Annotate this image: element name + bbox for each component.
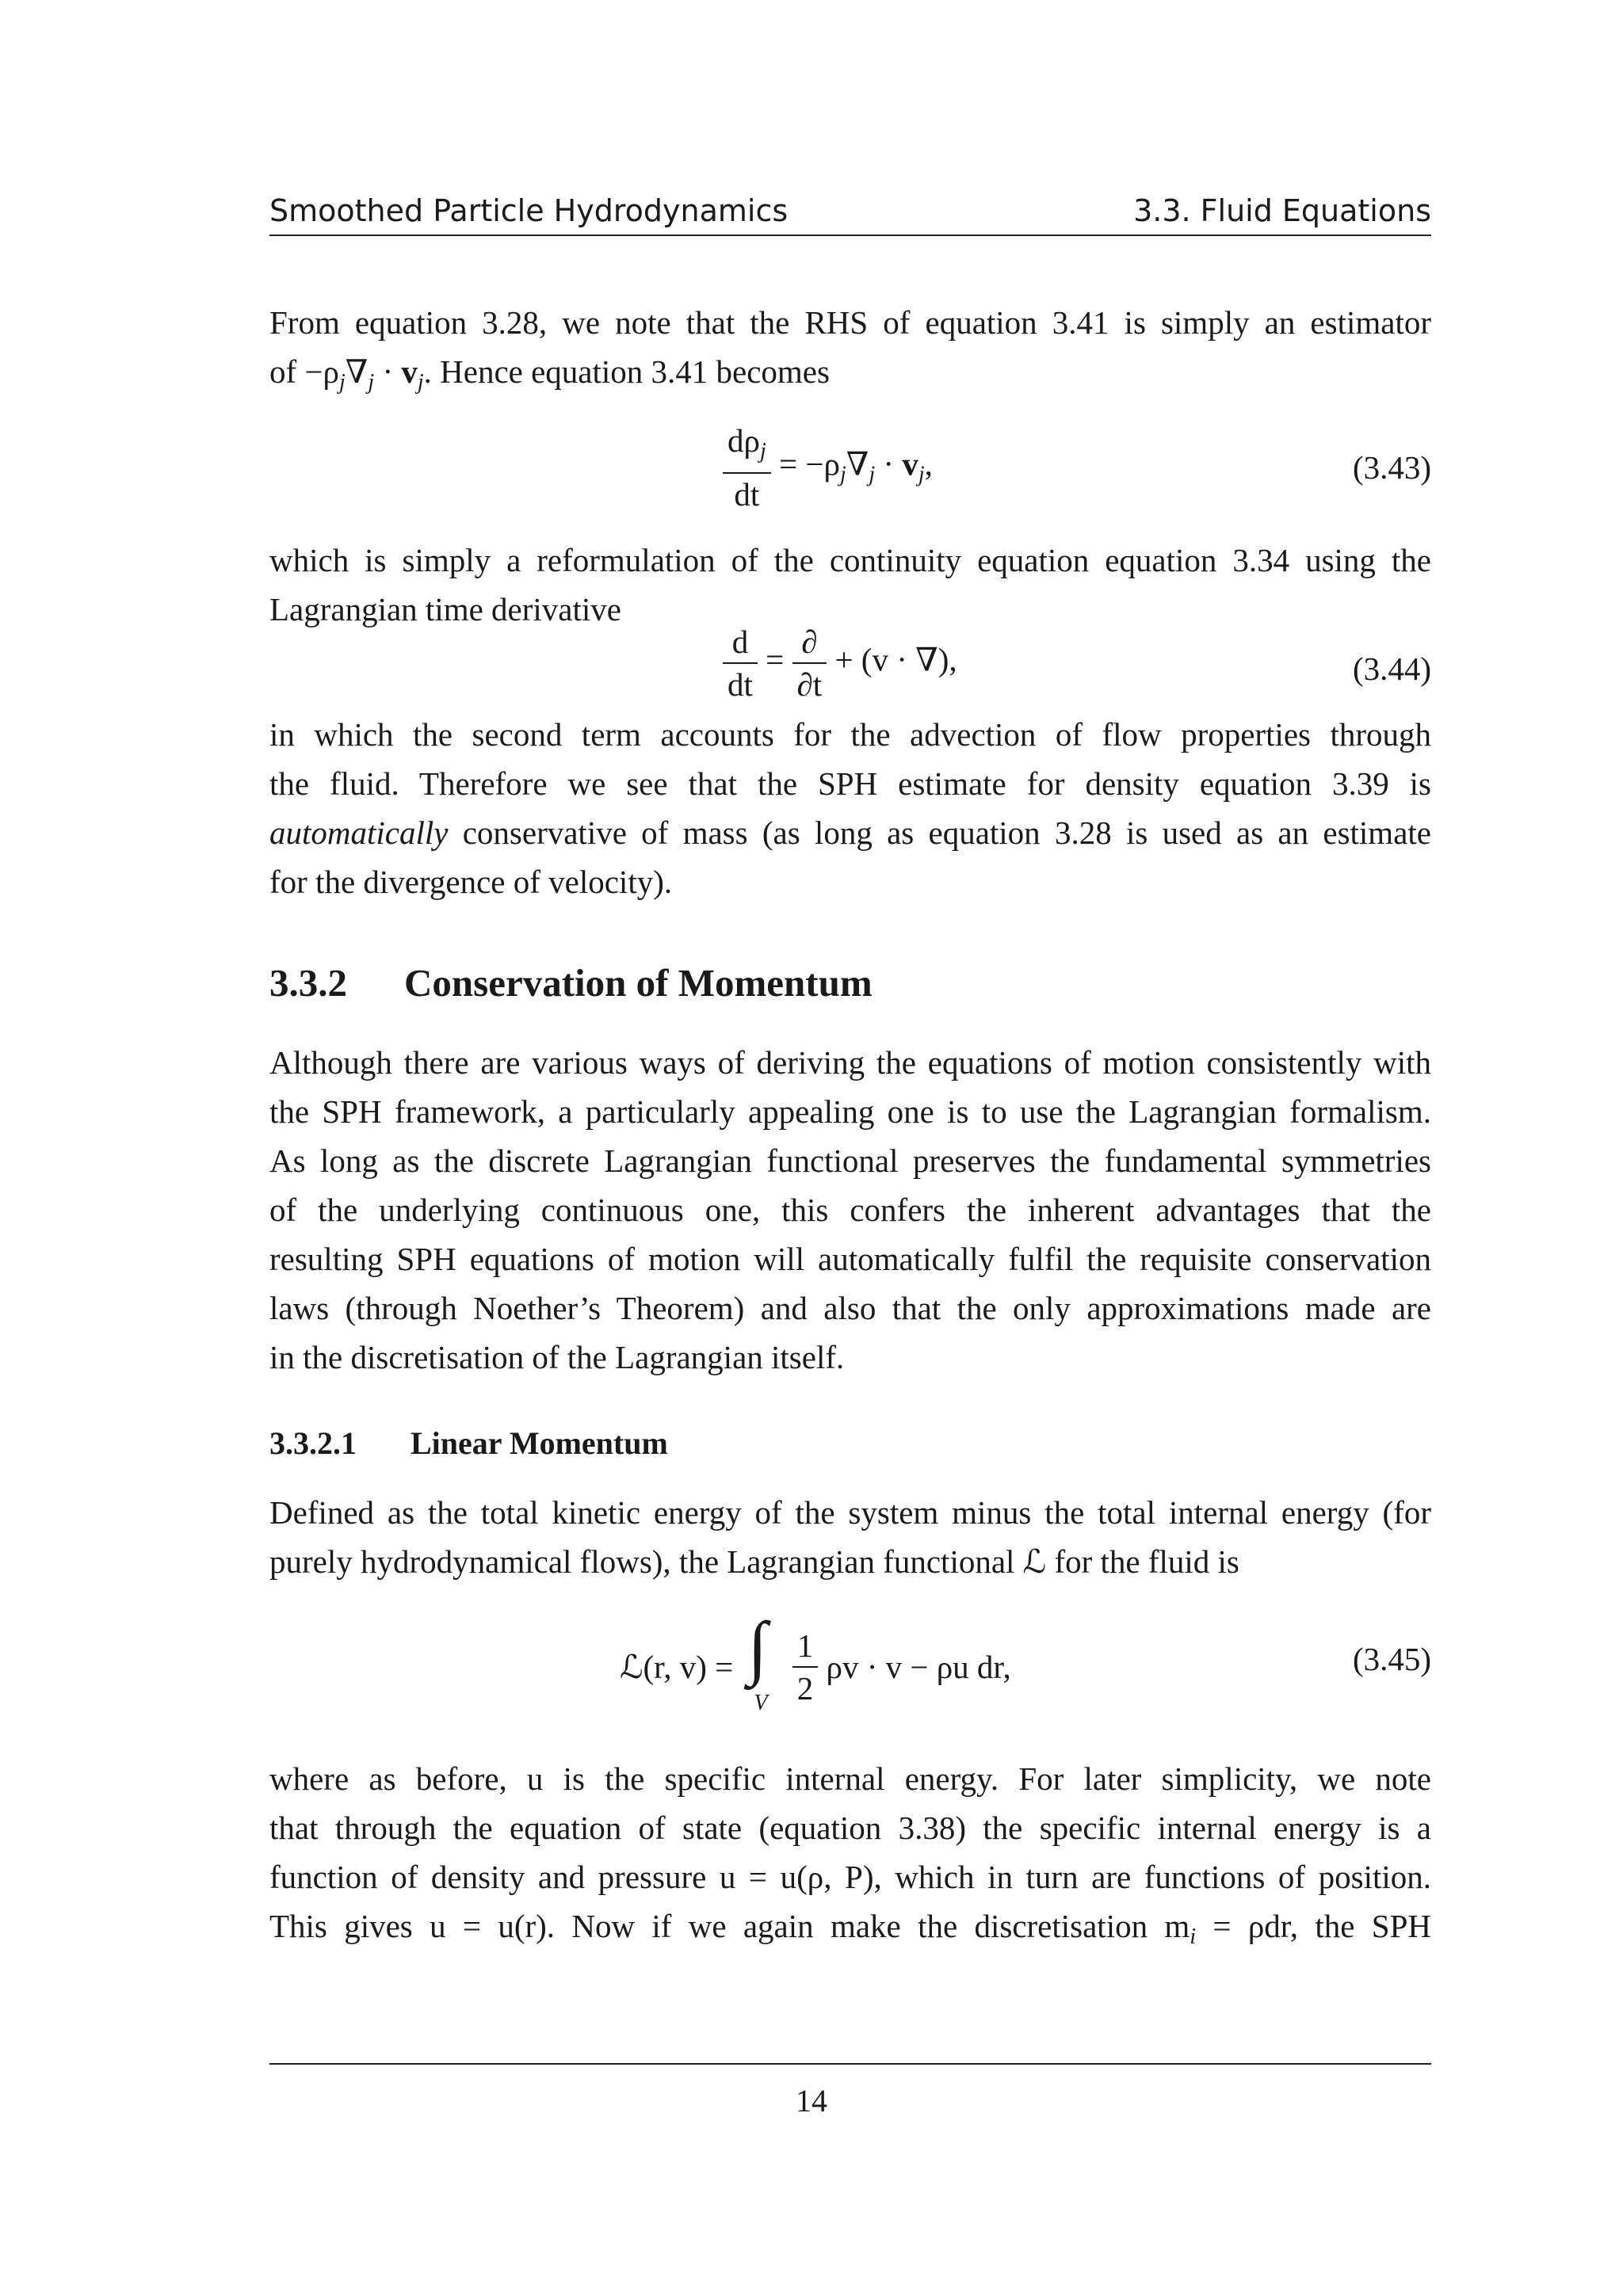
paragraph-line: in the discretisation of the Lagrangian itself. bbox=[269, 1339, 845, 1375]
paragraph-line: Defined as the total kinetic energy of the system minus the total internal energy (for bbox=[269, 1494, 1431, 1531]
fraction: $\frac{d}{dt}$ bbox=[723, 621, 758, 705]
paragraph-line: As long as the discrete Lagrangian functional preserves the fundamental symmetries bbox=[269, 1142, 1431, 1179]
paragraph-3 bbox=[269, 710, 1431, 906]
paragraph-line: resulting SPH equations of motion will automatically fulfil the requisite conservation bbox=[269, 1241, 1431, 1277]
paragraph-line: function of density and pressure u = u(ρ, P), which in turn are functions of position. bbox=[269, 1859, 1431, 1895]
paragraph-line: where as before, u is the specific internal energy. For later simplicity, we note bbox=[269, 1760, 1431, 1797]
section-heading: 3.3.2 Conservation of Momentum bbox=[269, 961, 873, 1005]
paragraph-line: automatically conservative of mass (as long as equation 3.28 is used as an estimate bbox=[269, 814, 1431, 851]
paragraph-line: in which the second term accounts for the advection of flow properties through bbox=[269, 716, 1431, 753]
paragraph-line: This gives u = u(r). Now if we again make the discretisation $m_i = \rho dr$, the SPH bbox=[269, 1908, 1431, 1949]
fraction: $\frac{\partial}{\partial t}$ bbox=[792, 621, 827, 705]
fraction: $\frac{1}{2}$ bbox=[792, 1625, 819, 1709]
paragraph-line: purely hydrodynamical flows), the Lagrangian functional ℒ for the fluid is bbox=[269, 1543, 1239, 1580]
fraction: $\frac{d\rho_j}{dt}$ bbox=[723, 420, 771, 515]
paragraph-line: for the divergence of velocity). bbox=[269, 864, 673, 900]
equation-3-44: $\frac{d}{dt}$ = $\frac{\partial}{\partial t}$ + (v · ∇), (3.44) bbox=[269, 621, 1431, 716]
running-header bbox=[269, 189, 1431, 236]
paragraph-1 bbox=[269, 298, 1431, 407]
paragraph-4 bbox=[269, 1038, 1431, 1382]
paragraph-line: that through the equation of state (equation 3.38) the specific internal energy is a bbox=[269, 1810, 1431, 1846]
header-title: Smoothed Particle Hydrodynamics bbox=[269, 193, 789, 228]
paragraph-line: which is simply a reformulation of the continuity equation equation 3.34 using the bbox=[269, 542, 1431, 578]
integral-sign: ∫ V bbox=[747, 1608, 768, 1715]
paragraph-line: the fluid. Therefore we see that the SPH estimate for density equation 3.39 is bbox=[269, 765, 1431, 802]
equation-number: (3.43) bbox=[1352, 449, 1431, 486]
paragraph-2 bbox=[269, 536, 1431, 634]
header-section: 3.3. Fluid Equations bbox=[1133, 193, 1431, 228]
paragraph-line: laws (through Noether’s Theorem) and also that the only approximations made are bbox=[269, 1290, 1431, 1326]
paragraph-line: From equation 3.28, we note that the RHS of equation 3.41 is simply an estimator bbox=[269, 304, 1431, 341]
paragraph-6 bbox=[269, 1754, 1431, 1962]
page-number: 14 bbox=[796, 2083, 827, 2119]
equation-number: (3.45) bbox=[1352, 1641, 1431, 1677]
footer-rule bbox=[269, 2063, 1431, 2065]
paragraph-line: the SPH framework, a particularly appealing one is to use the Lagrangian formalism. bbox=[269, 1093, 1431, 1130]
paragraph-line: Lagrangian time derivative bbox=[269, 591, 621, 627]
paragraph-line: of the underlying continuous one, this confers the inherent advantages that the bbox=[269, 1192, 1431, 1228]
subsection-heading: 3.3.2.1 Linear Momentum bbox=[269, 1425, 668, 1461]
equation-3-45: ℒ(r, v) = ∫ V $\frac{1}{2}$ ρv · v − ρu dr, (3.45) bbox=[269, 1611, 1431, 1730]
equation-number: (3.44) bbox=[1352, 650, 1431, 687]
paragraph-line: of $-\rho_j\nabla_j \cdot v_j$. Hence equation 3.41 becomes bbox=[269, 353, 830, 395]
paragraph-5 bbox=[269, 1488, 1431, 1586]
equation-3-43: $\frac{d\rho_j}{dt}$ = $-\rho_j\nabla_j \cdot v_j$, (3.43) bbox=[269, 420, 1431, 515]
paragraph-line: Although there are various ways of deriving the equations of motion consistently with bbox=[269, 1044, 1431, 1081]
